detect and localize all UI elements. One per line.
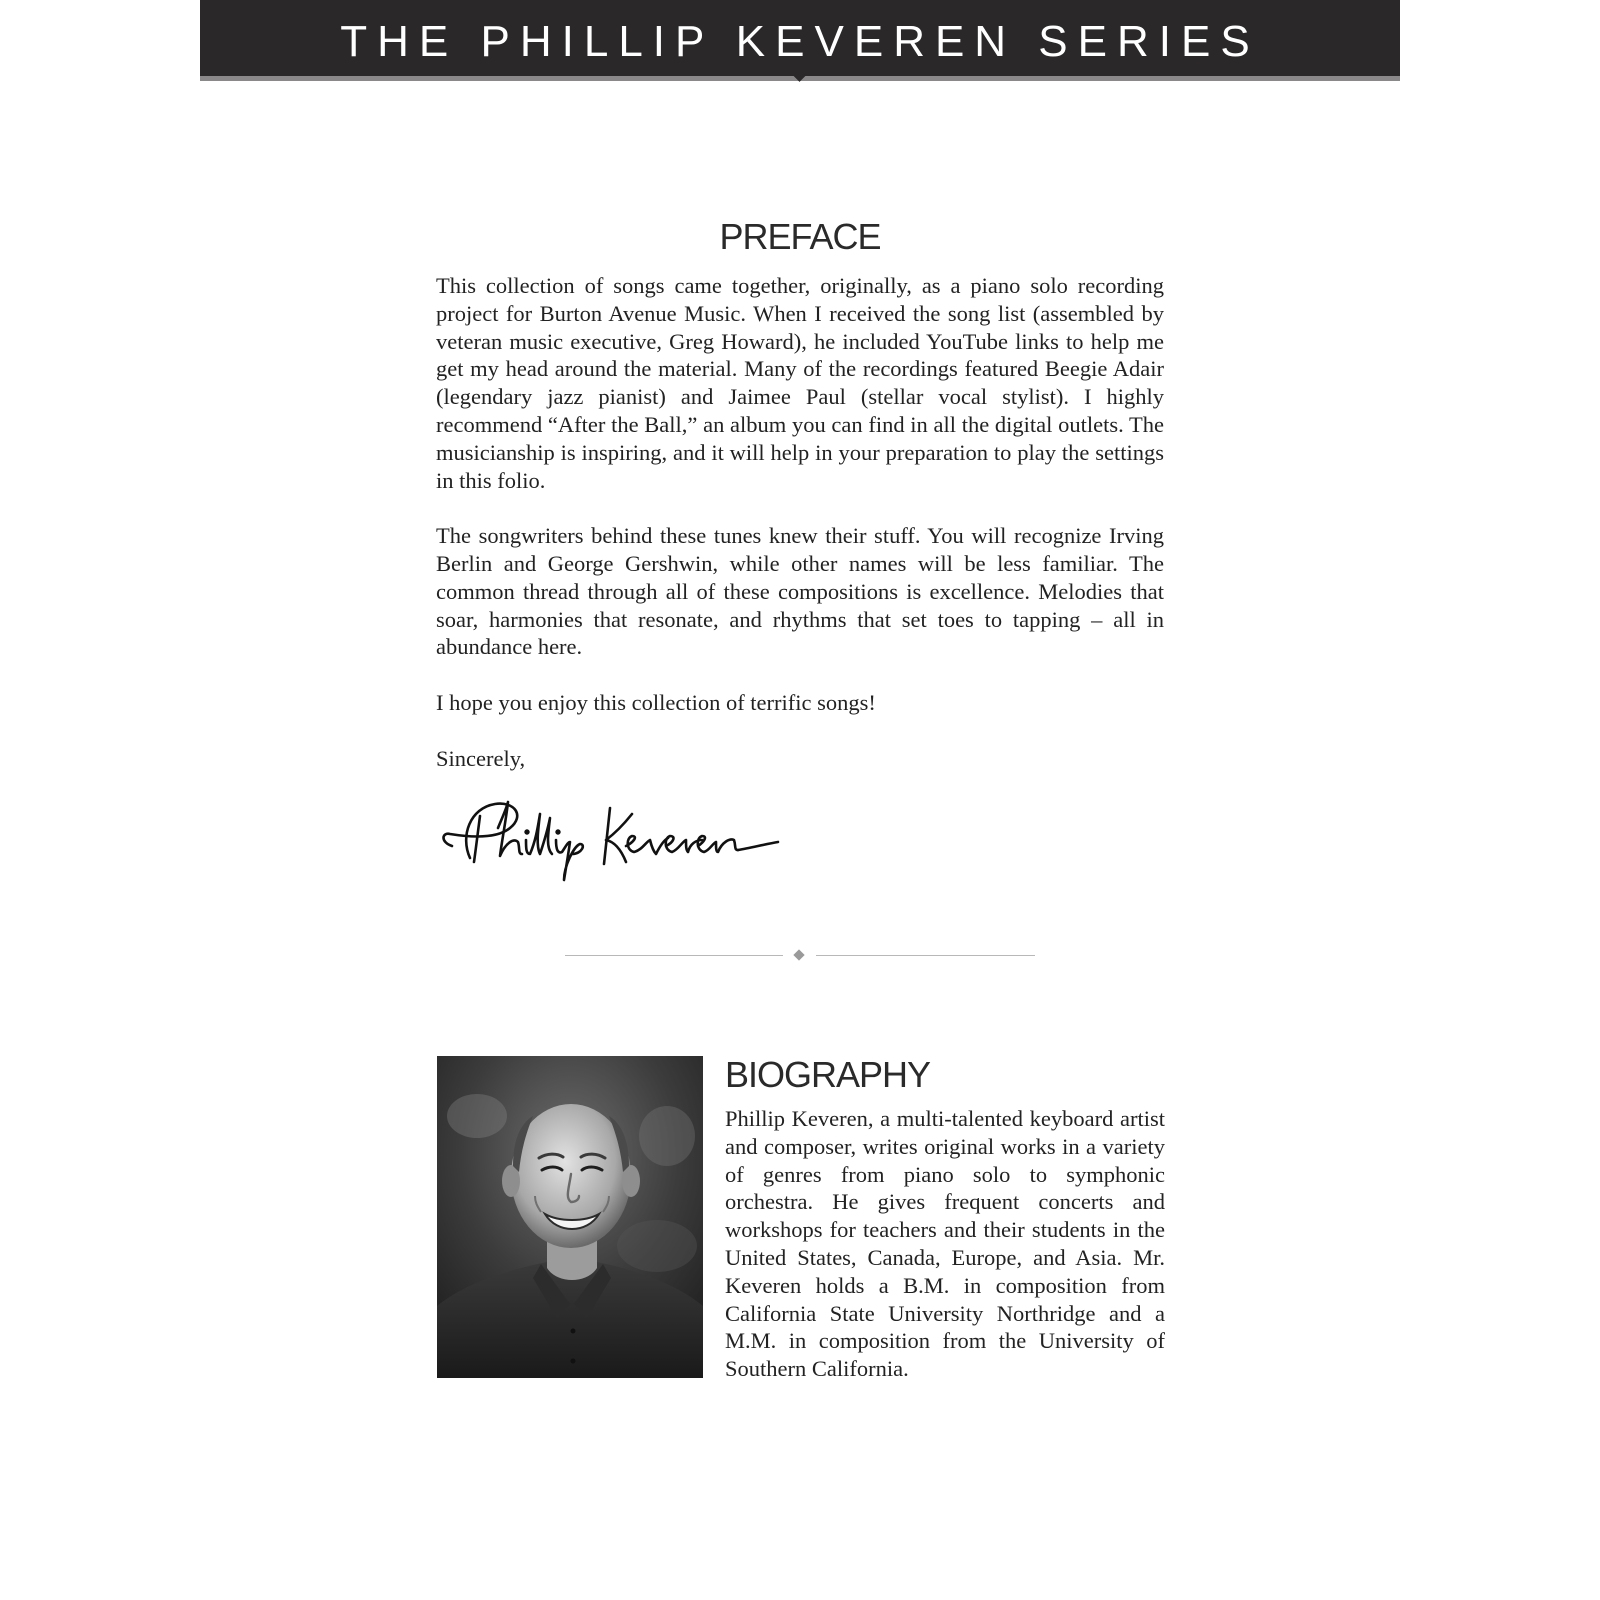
series-title: THE PHILLIP KEVEREN SERIES [340, 17, 1260, 66]
author-portrait-photo [437, 1056, 703, 1378]
divider-diamond-ornament [793, 949, 804, 960]
section-divider [565, 950, 1035, 962]
biography-heading: BIOGRAPHY [725, 1054, 931, 1095]
preface-paragraph: This collection of songs came together, originally, as a piano solo recording project for Burton Avenue Music. When I received the song list (assembled by veteran music executive, Greg Howard), he included YouTube links to help me get my head around the material. Many of the recordings featured Beegie Adair (legendary jazz pianist) and Jaimee Paul (stellar vocal stylist). I highly recommend “After the Ball,” an album you can find in all the digital outlets. The musicianship is inspiring, and it will help in your preparation to play the settings in this folio. [436, 273, 1164, 493]
preface-heading: PREFACE [719, 216, 881, 257]
divider-line-right [816, 955, 1035, 956]
signature-image [440, 796, 780, 886]
biography-text: Phillip Keveren, a multi-talented keyboard artist and composer, writes original works in a variety of genres from piano solo to symphonic orchestra. He gives frequent concerts and workshops for teachers and their students in the United States, Canada, Europe, and Asia. Mr. Keveren holds a B.M. in composition from California State University Northridge and a M.M. in composition from the University of Southern California. [725, 1106, 1165, 1382]
preface-body [436, 272, 1164, 800]
preface-paragraph: The songwriters behind these tunes knew their stuff. You will recognize Irving Berlin and George Gershwin, while other names will be less familiar. The common thread through all of these compositions is excellence. Melodies that soar, harmonies that resonate, and rhythms that set toes to tapping – all in abundance here. [436, 523, 1164, 660]
preface-closing: Sincerely, [436, 745, 526, 771]
divider-line-left [565, 955, 783, 956]
preface-paragraph: I hope you enjoy this collection of terrific songs! [436, 689, 876, 715]
